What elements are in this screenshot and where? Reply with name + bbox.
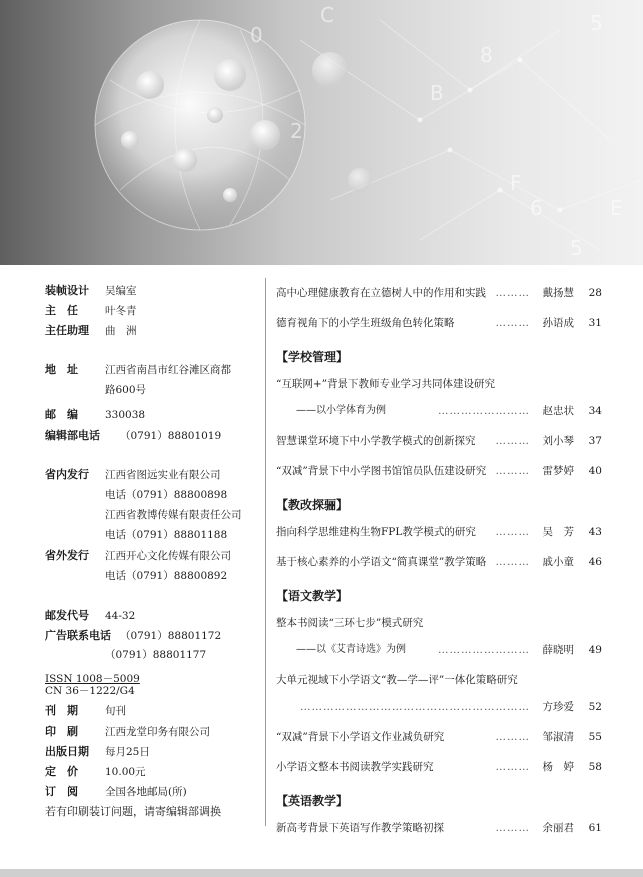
toc-entry-author: 戴扬慧 (542, 287, 574, 299)
toc-entry-title: 小学语文整本书阅读教学实践研究 (276, 761, 434, 773)
toc-section-heading: 【教改探骊】 (276, 498, 349, 512)
imprint-value: 电话（0791）88800892 (105, 570, 228, 582)
toc-entry-author: 余丽君 (542, 822, 574, 834)
toc-entry-page: 52 (588, 701, 602, 713)
toc-entry-author: 薛晓明 (542, 644, 574, 656)
toc-entry-author: 刘小琴 (542, 435, 574, 447)
imprint-label: 主任助理 (45, 324, 89, 337)
correction-notice: 若有印刷装订问题，请寄编辑部调换 (45, 805, 221, 818)
toc-entry-page: 43 (588, 526, 602, 538)
svg-text:5: 5 (590, 11, 603, 35)
toc-entry-title: 新高考背景下英语写作教学策略初探 (276, 822, 444, 834)
toc-entry-page: 49 (588, 644, 602, 656)
svg-text:F: F (510, 171, 522, 195)
toc-entry-page: 28 (588, 287, 602, 299)
svg-text:6: 6 (530, 196, 543, 220)
toc-entry-author: 方珍爱 (542, 701, 574, 713)
imprint-label: 装帧设计 (45, 284, 89, 297)
toc-leader-dots: ……… (495, 822, 530, 834)
issn-number: ISSN 1008－5009 (45, 673, 140, 685)
cn-number: CN 36－1222/G4 (45, 685, 135, 697)
imprint-value: （0791）88801172 (120, 630, 222, 642)
imprint-label: 编辑部电话 (45, 429, 100, 442)
svg-text:5: 5 (570, 236, 583, 260)
toc-leader-dots: ……… (495, 287, 530, 299)
imprint-value: 江西龙堂印务有限公司 (105, 726, 210, 738)
toc-leader-dots: …………………… (438, 405, 530, 417)
toc-leader-dots: ……… (495, 435, 530, 447)
imprint-value: 江西省图远实业有限公司 (105, 469, 221, 481)
toc-entry-author: 孙语成 (542, 317, 574, 329)
toc-leader-dots: ……… (495, 317, 530, 329)
toc-leader-dots: ……… (495, 526, 530, 538)
svg-text:E: E (610, 196, 623, 220)
toc-entry-subtitle: ——以小学体育为例 (296, 405, 386, 416)
toc-section-heading: 【学校管理】 (276, 350, 349, 364)
imprint-label: 定 价 (45, 765, 78, 778)
toc-leader-dots: …………………………………………………… (300, 701, 530, 713)
toc-entry-title: 德育视角下的小学生班级角色转化策略 (276, 317, 455, 329)
imprint-label: 订 阅 (45, 785, 78, 798)
imprint-label: 省内发行 (45, 468, 89, 481)
toc-leader-dots: ……… (495, 761, 530, 773)
imprint-value: 旬刊 (105, 705, 126, 717)
toc-entry-page: 55 (588, 731, 602, 743)
imprint-label: 邮发代号 (45, 609, 89, 622)
toc-entry-title: 高中心理健康教育在立德树人中的作用和实践 (276, 287, 486, 299)
imprint-label: 主 任 (45, 304, 78, 317)
imprint-value: （0791）88801019 (120, 430, 222, 442)
toc-leader-dots: …………………… (438, 644, 530, 656)
imprint-value: 每月25日 (105, 746, 150, 758)
imprint-value: 江西省教博传媒有限责任公司 (105, 509, 242, 521)
imprint-label: 广告联系电话 (45, 629, 111, 642)
toc-entry-page: 34 (588, 405, 602, 417)
imprint-value: （0791）88801177 (105, 649, 207, 661)
toc-section-heading: 【语文教学】 (276, 589, 349, 603)
svg-text:8: 8 (480, 43, 493, 67)
imprint-value: 电话（0791）88800898 (105, 489, 228, 501)
cover-banner-image (0, 0, 643, 265)
toc-entry-author: 吴 芳 (542, 526, 574, 538)
toc-entry-author: 戚小童 (542, 556, 574, 568)
toc-entry-page: 31 (588, 317, 602, 329)
toc-entry-author: 邹淑清 (542, 731, 574, 743)
imprint-label: 省外发行 (45, 549, 89, 562)
imprint-value: 电话（0791）88801188 (105, 529, 228, 541)
imprint-value: 曲 洲 (105, 325, 137, 337)
toc-entry-title: “互联网+”背景下教师专业学习共同体建设研究 (276, 378, 496, 390)
imprint-value: 10.00元 (105, 766, 146, 778)
toc-entry-title: 大单元视域下小学语文“教—学—评”一体化策略研究 (276, 674, 518, 686)
toc-entry-author: 赵忠状 (542, 405, 574, 417)
svg-text:B: B (430, 81, 444, 105)
imprint-value: 吴编室 (105, 285, 137, 297)
page-bottom-bar (0, 869, 643, 877)
imprint-value: 江西省南昌市红谷滩区商都 (105, 364, 231, 376)
toc-leader-dots: ……… (495, 465, 530, 477)
toc-entry-title: “双减”背景下中小学图书馆馆员队伍建设研究 (276, 465, 487, 477)
imprint-label: 出版日期 (45, 745, 89, 758)
toc-entry-title: 指向科学思维建构生物FPL教学模式的研究 (276, 526, 476, 538)
toc-entry-author: 雷梦婷 (542, 465, 574, 477)
imprint-value: 330038 (105, 409, 146, 421)
toc-leader-dots: ……… (495, 556, 530, 568)
toc-section-heading: 【英语教学】 (276, 794, 349, 808)
imprint-value: 叶冬青 (105, 305, 137, 317)
imprint-value: 路600号 (105, 384, 147, 396)
toc-entry-title: 基于核心素养的小学语文“简真课堂”教学策略 (276, 556, 487, 568)
toc-entry-page: 58 (588, 761, 602, 773)
toc-leader-dots: ……… (495, 731, 530, 743)
toc-entry-author: 杨 婷 (542, 761, 574, 773)
imprint-label: 印 刷 (45, 725, 78, 738)
imprint-value: 全国各地邮局(所) (105, 786, 187, 798)
toc-entry-title: 智慧课堂环境下中小学教学模式的创新探究 (276, 435, 476, 447)
toc-entry-page: 37 (588, 435, 602, 447)
svg-text:2: 2 (290, 119, 303, 143)
toc-entry-page: 46 (588, 556, 602, 568)
svg-text:C: C (320, 3, 334, 27)
imprint-value: 江西开心文化传媒有限公司 (105, 550, 231, 562)
imprint-label: 地 址 (45, 363, 78, 376)
toc-entry-page: 61 (588, 822, 602, 834)
imprint-value: 44-32 (105, 610, 136, 622)
toc-entry-page: 40 (588, 465, 602, 477)
svg-text:0: 0 (250, 23, 263, 47)
toc-entry-title: 整本书阅读“三环七步”模式研究 (276, 617, 424, 629)
network-sphere-graphic (0, 0, 643, 265)
imprint-label: 刊 期 (45, 704, 78, 717)
imprint-label: 邮 编 (45, 408, 78, 421)
column-divider (265, 278, 266, 826)
toc-entry-subtitle: ——以《艾青诗选》为例 (296, 644, 406, 655)
toc-entry-title: “双减”背景下小学语文作业减负研究 (276, 731, 445, 743)
